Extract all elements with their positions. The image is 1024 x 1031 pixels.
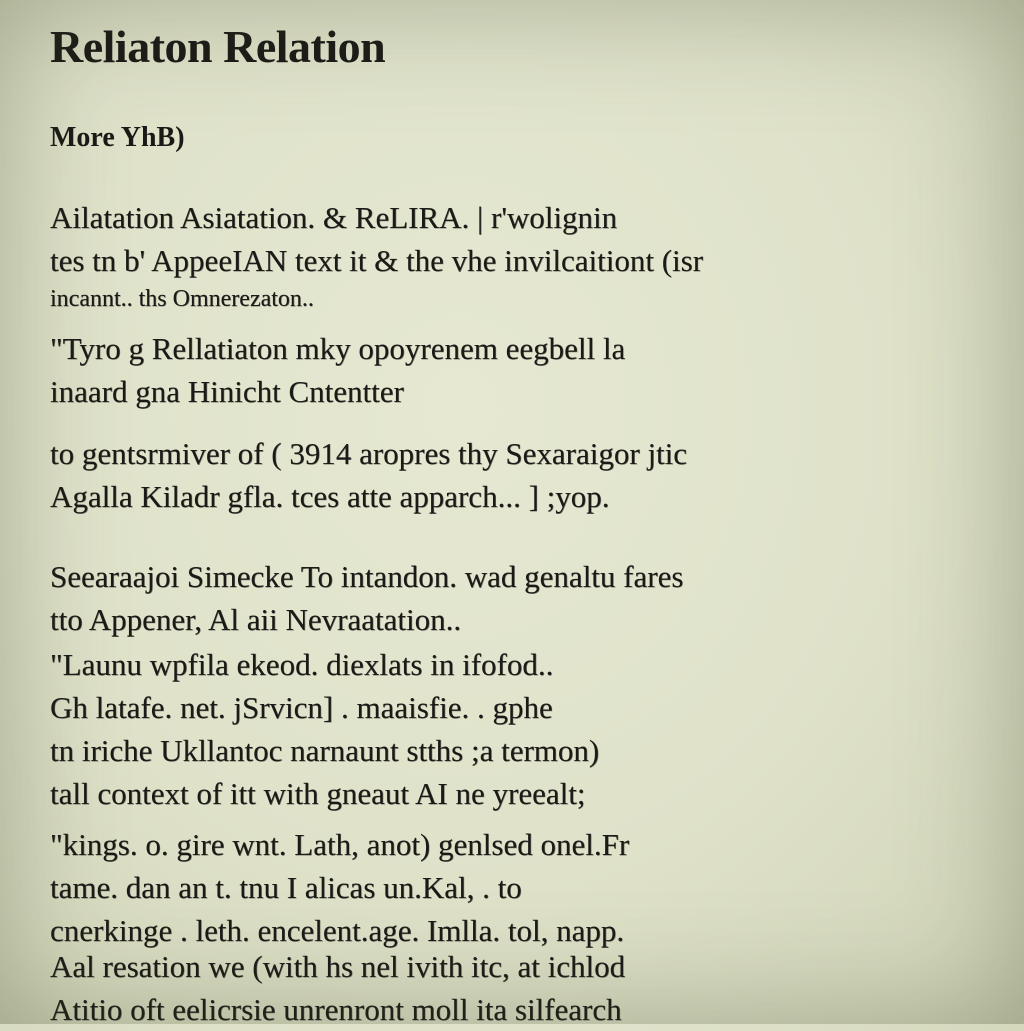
paragraph-6 — [50, 823, 965, 952]
text-line: tall context of itt with gneaut AI ne yreealt; — [50, 776, 586, 811]
text-line: Ailatation Asiatation. & ReLIRA. | r'wolignin — [50, 200, 618, 235]
text-line: incannt.. ths Omnerezaton.. — [50, 286, 314, 312]
text-line: tes tn b' AppeeIAN text it & the vhe invilcaitiont (isr — [50, 243, 704, 278]
text-line: to gentsrmiver of ( 3914 aropres thy Sexaraigor jtic — [50, 436, 688, 471]
paragraph-7 — [50, 945, 965, 1031]
text-line: "Tyro g Rellatiaton mky opoyrenem eegbell la — [50, 331, 626, 366]
text-line: Aal resation we (with hs nel ivith itc, at ichlod — [50, 949, 626, 984]
text-line: cnerkinge . leth. encelent.age. Imlla. tol, napp. — [50, 913, 625, 948]
text-line: inaard gna Hinicht Cntentter — [50, 374, 404, 409]
paragraph-4 — [50, 555, 965, 641]
text-line: "Launu wpfila ekeod. diexlats in ifofod.. — [50, 647, 554, 682]
paragraph-1 — [50, 196, 965, 316]
text-line: Atitio oft eelicrsie unrenront moll ita silfearch — [50, 992, 622, 1027]
text-line: "kings. o. gire wnt. Lath, anot) genlsed onel.Fr — [50, 827, 630, 862]
document-title: Reliaton Relation — [50, 21, 386, 72]
text-line: Seearaajoi Simecke To intandon. wad genaltu fares — [50, 559, 684, 594]
document-subtitle: More YhB) — [50, 122, 185, 153]
text-line: tn iriche Ukllantoc narnaunt stths ;a termon) — [50, 733, 600, 768]
text-line: Agalla Kiladr gfla. tces atte apparch... ] ;yop. — [50, 479, 610, 514]
text-line: tame. dan an t. tnu I alicas un.Kal, . to — [50, 870, 522, 905]
paragraph-5 — [50, 643, 965, 815]
text-line: tto Appener, Al aii Nevraatation.. — [50, 602, 462, 637]
paragraph-3 — [50, 432, 965, 518]
text-line: Gh latafe. net. jSrvicn] . maaisfie. . gphe — [50, 690, 553, 725]
paragraph-2 — [50, 327, 965, 413]
